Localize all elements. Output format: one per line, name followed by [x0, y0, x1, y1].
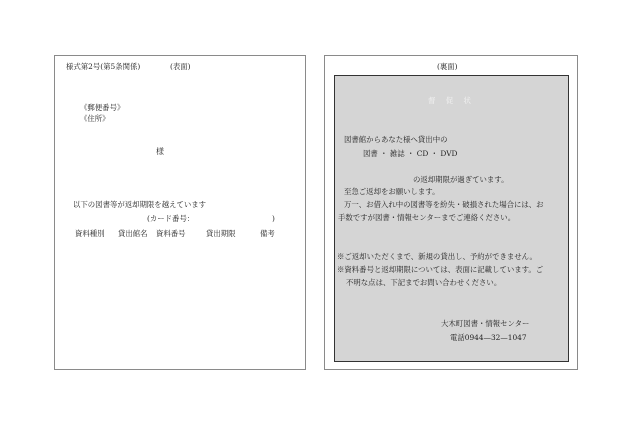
postal-code-placeholder: 《郵便番号》: [80, 103, 125, 112]
center-phone: 電話0944—32—1047: [450, 333, 527, 342]
column-remarks: 備考: [260, 229, 275, 238]
column-material-number: 資料番号: [156, 229, 186, 238]
note-line-3: 不明な点は、下記までお問い合わせください。: [346, 278, 502, 287]
address-placeholder: 《住所》: [80, 114, 110, 123]
honorific: 様: [156, 147, 164, 156]
column-material-type: 資料種別: [75, 229, 105, 238]
notice-line-2: 図書 ・ 雑誌 ・ CD ・ DVD: [363, 149, 458, 158]
notice-line-4: 至急ご返却をお願いします。: [344, 187, 440, 196]
card-number-label: (カード番号：: [147, 214, 195, 223]
notice-line-6: 手数ですが図書・情報センターまでご連絡ください。: [338, 213, 516, 222]
front-side-label: (表面): [170, 62, 191, 71]
overdue-notice-line: 以下の図書等が返却期限を越えています: [73, 200, 207, 209]
notice-line-1: 図書館からあなた様へ貸出中の: [344, 135, 448, 144]
note-line-2: ※資料番号と返却期限については、表面に記載しています。ご: [337, 265, 544, 274]
column-due-date: 貸出期限: [206, 229, 236, 238]
notice-title: 督 促 状: [428, 96, 475, 105]
card-number-close: ): [272, 214, 275, 223]
notice-line-3: の返却期限が過ぎています。: [413, 175, 509, 184]
column-library-name: 貸出館名: [118, 229, 148, 238]
form-label: 様式第2号(第5条関係): [66, 62, 141, 71]
note-line-1: ※ご返却いただくまで、新規の貸出し、予約ができません。: [337, 252, 537, 261]
center-name: 大木町図書・情報センター: [441, 319, 530, 328]
back-side-label: (裏面): [437, 62, 458, 71]
notice-line-5: 万一、お借入れ中の図書等を紛失・破損された場合には、お: [344, 200, 544, 209]
